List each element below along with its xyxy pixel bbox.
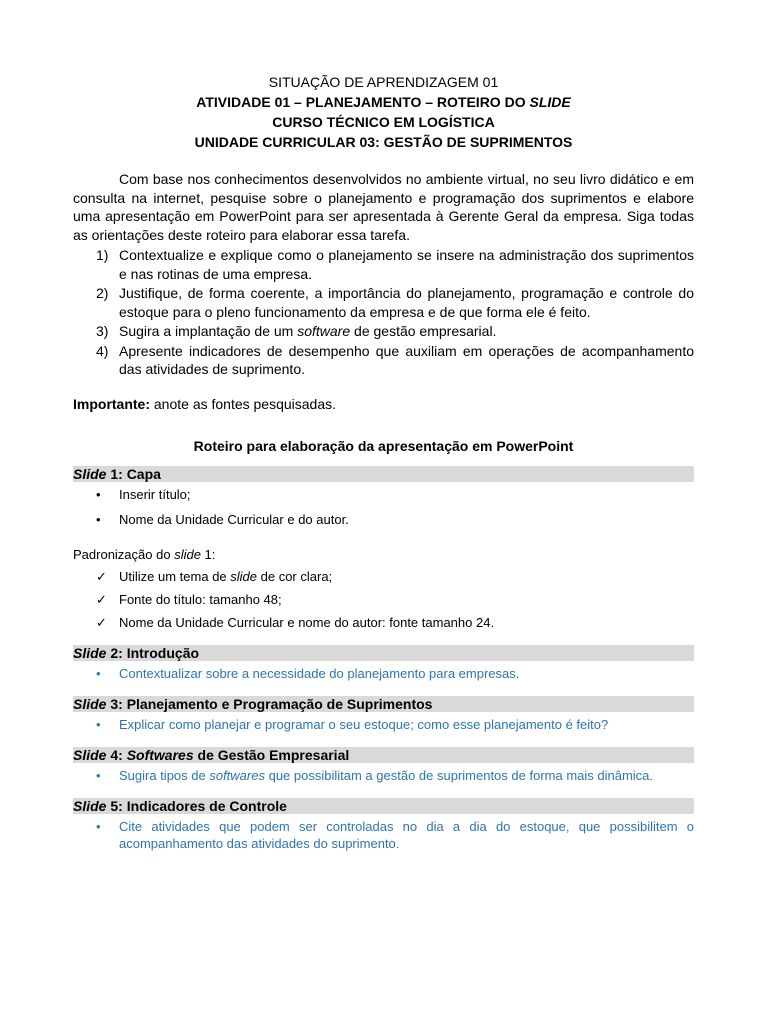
- slide-heading-text: 5: Indicadores de Controle: [106, 798, 287, 814]
- intro-paragraph: Com base nos conhecimentos desenvolvidos no ambiente virtual, no seu livro didático e em consulta na internet, pesquise sobre o planejamento e programação dos suprimentos e elabore uma apresentação em PowerPoint para ser apresentada à Gerente Geral da empresa. Siga todas as orientações deste roteiro para elaborar essa tarefa.: [73, 171, 694, 243]
- list-item-text: Contextualizar sobre a necessidade do planejamento para empresas.: [119, 666, 520, 681]
- slide-3-list: [73, 716, 694, 733]
- header-line-curso: CURSO TÉCNICO EM LOGÍSTICA: [272, 114, 495, 130]
- important-note: [73, 395, 694, 414]
- check-text: Fonte do título: tamanho 48;: [119, 592, 282, 607]
- header-line-unidade: UNIDADE CURRICULAR 03: GESTÃO DE SUPRIMENTOS: [194, 134, 573, 150]
- bullet-icon: •: [96, 511, 101, 527]
- step-number: 1): [96, 247, 109, 263]
- list-item-text: Cite atividades que podem ser controladas no dia a dia do estoque, que possibilitem o acompanhamento das atividades do suprimento.: [119, 819, 694, 851]
- slide-heading-text: 2: Introdução: [106, 645, 200, 661]
- slide-heading-text: 4:: [106, 747, 127, 763]
- slide-5-heading: [73, 798, 694, 814]
- slide-1-list: [73, 486, 694, 528]
- list-item-text: Inserir título;: [119, 486, 191, 502]
- important-label: Importante:: [73, 395, 150, 412]
- step-text-em: software: [297, 323, 351, 339]
- checkmark-icon: ✓: [96, 592, 107, 607]
- slide-5-list: [73, 818, 694, 852]
- list-item: [73, 486, 694, 503]
- roteiro-title: Roteiro para elaboração da apresentação em PowerPoint: [193, 438, 574, 454]
- header-atividade-slide: SLIDE: [529, 94, 571, 110]
- slide-heading-text: 3: Planejamento e Programação de Suprimentos: [106, 696, 433, 712]
- slide-heading-text: 1: Capa: [106, 465, 161, 482]
- step-text: Sugira a implantação de um: [119, 323, 298, 339]
- header-atividade-text: ATIVIDADE 01 – PLANEJAMENTO – ROTEIRO DO: [196, 94, 530, 110]
- check-item: [73, 614, 694, 631]
- step-text: de gestão empresarial.: [350, 323, 497, 339]
- check-text: de cor clara;: [257, 569, 333, 584]
- slide-1-heading: [73, 466, 694, 482]
- step-text: Apresente indicadores de desempenho que auxiliam em operações de acompanhamento das atividades de suprimento.: [119, 342, 694, 377]
- slide-2-list: [73, 665, 694, 682]
- padr-text: Padronização do: [73, 546, 175, 562]
- step-number: 4): [96, 342, 109, 359]
- step-item: [73, 284, 694, 321]
- padr-em: slide: [174, 546, 201, 562]
- check-item: [73, 568, 694, 585]
- checkmark-icon: ✓: [96, 615, 107, 630]
- bullet-icon: •: [96, 717, 101, 732]
- check-item: [73, 591, 694, 608]
- list-item-text: Explicar como planejar e programar o seu estoque; como esse planejamento é feito?: [119, 717, 609, 732]
- bullet-icon: •: [96, 768, 101, 783]
- step-item: [73, 246, 694, 283]
- slide-word: Slide: [73, 465, 107, 482]
- slide-3-heading: [73, 696, 694, 712]
- bullet-icon: •: [96, 486, 101, 502]
- step-number: 3): [96, 323, 109, 339]
- checkmark-icon: ✓: [96, 569, 107, 584]
- list-item: [73, 511, 694, 528]
- slide-2-heading: [73, 645, 694, 661]
- slide-4-heading: [73, 747, 694, 763]
- header-line-atividade: [73, 92, 694, 112]
- step-number: 2): [96, 285, 109, 301]
- list-item-em: softwares: [209, 768, 265, 783]
- list-item: [73, 818, 694, 852]
- check-text: Nome da Unidade Curricular e nome do autor: fonte tamanho 24.: [119, 615, 495, 630]
- step-text: Justifique, de forma coerente, a importância do planejamento, programação e controle do estoque para o pleno funcionamento da empresa e de que forma ele é feito.: [119, 285, 694, 320]
- list-item-text: que possibilitam a gestão de suprimentos de forma mais dinâmica.: [264, 768, 654, 783]
- step-text: Contextualize e explique como o planejamento se insere na administração dos suprimentos e nas rotinas de uma empresa.: [119, 247, 694, 282]
- steps-list: [73, 246, 694, 379]
- list-item: [73, 716, 694, 733]
- check-text-em: slide: [230, 569, 258, 584]
- slide-word: Slide: [73, 798, 107, 814]
- list-item: [73, 665, 694, 682]
- list-item-text: Nome da Unidade Curricular e do autor.: [119, 511, 349, 527]
- slide-word: Slide: [73, 645, 107, 661]
- header-line-situacao: SITUAÇÃO DE APRENDIZAGEM 01: [268, 74, 499, 90]
- bullet-icon: •: [96, 819, 101, 834]
- list-item: [73, 767, 694, 784]
- list-item-text: Sugira tipos de: [119, 768, 210, 783]
- slide-word: Slide: [73, 747, 107, 763]
- padronizacao-label: [73, 546, 694, 565]
- step-item: [73, 322, 694, 341]
- slide-heading-text: de Gestão Empresarial: [193, 747, 350, 763]
- document-page: [73, 72, 694, 852]
- step-item: [73, 342, 694, 379]
- important-text: anote as fontes pesquisadas.: [150, 395, 337, 412]
- slide-word: Slide: [73, 696, 107, 712]
- check-text: Utilize um tema de: [119, 569, 231, 584]
- slide-heading-em: Softwares: [126, 747, 194, 763]
- slide-4-list: [73, 767, 694, 784]
- slide-1-checklist: [73, 568, 694, 631]
- padr-text: 1:: [200, 546, 216, 562]
- bullet-icon: •: [96, 666, 101, 681]
